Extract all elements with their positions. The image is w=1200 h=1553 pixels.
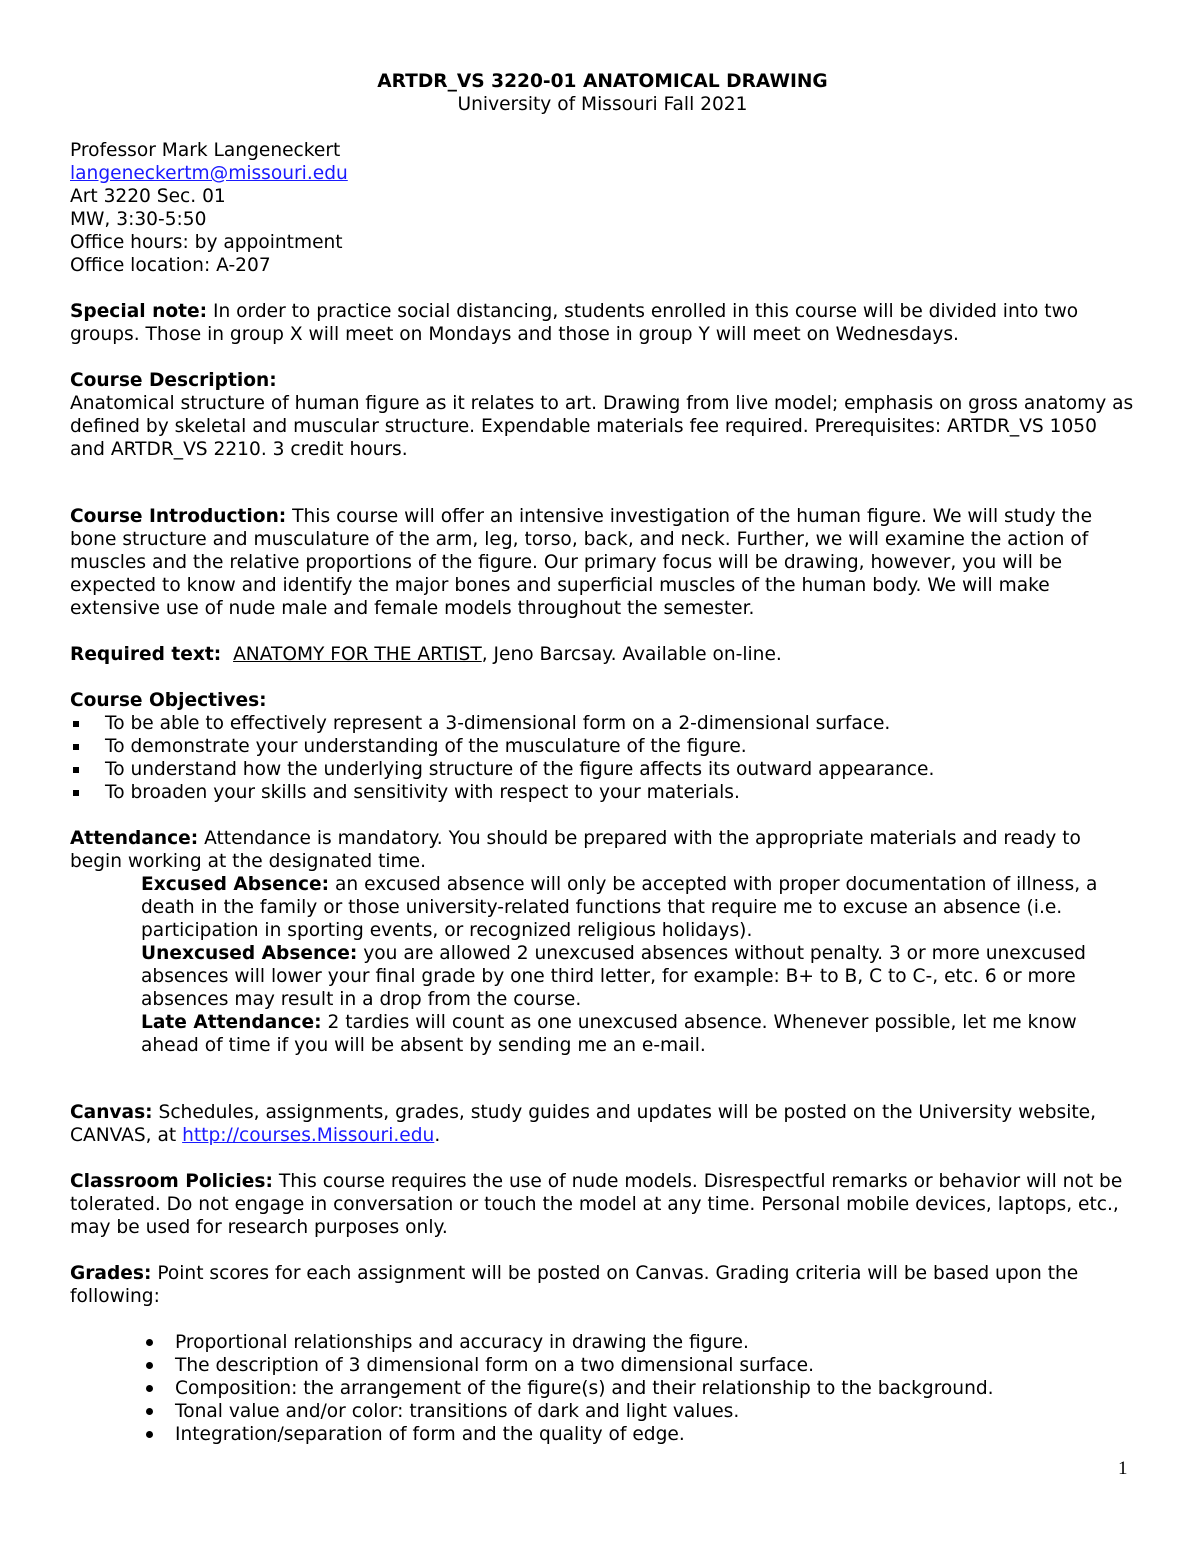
classroom-policies-text: This course requires the use of nude models. Disrespectful remarks or behavior will not be tolerated. Do not engage in conversation or touch the model at any time. Personal mobile devices, laptops, etc., may be used for research purposes only. — [70, 1171, 1123, 1238]
list-item: To understand how the underlying structure of the figure affects its outward appearance. — [70, 758, 1135, 781]
course-introduction-text: This course will offer an intensive investigation of the human figure. We will study the bone structure and musculature of the arm, leg, torso, back, and neck. Further, we will examine the action of muscles and the relative proportions of the figure. Our primary focus will be drawing, however, you will be expected to know and identify the major bones and superficial muscles of the human body. We will make extensive use of nude male and female models throughout the semester. — [70, 506, 1093, 619]
course-description-label: Course Description: — [70, 370, 277, 391]
course-introduction — [70, 505, 1135, 620]
required-book-title: ANATOMY FOR THE ARTIST — [233, 644, 482, 665]
canvas-link[interactable]: http://courses.Missouri.edu — [182, 1125, 435, 1146]
list-item: Proportional relationships and accuracy in drawing the figure. — [70, 1331, 1135, 1354]
classroom-policies — [70, 1170, 1135, 1239]
attendance-details — [70, 873, 1135, 1057]
special-note — [70, 300, 1135, 346]
course-description-text: Anatomical structure of human figure as it relates to art. Drawing from live model; emphasis on gross anatomy as defined by skeletal and muscular structure. Expendable materials fee required. Prerequisites: ARTDR_VS 1050 and ARTDR_VS 2210. 3 credit hours. — [70, 393, 1134, 460]
attendance-label: Attendance: — [70, 828, 199, 849]
grading-criteria-list — [70, 1331, 1135, 1446]
grades-text: Point scores for each assignment will be posted on Canvas. Grading criteria will be based upon the following: — [70, 1263, 1079, 1307]
attendance-text: Attendance is mandatory. You should be prepared with the appropriate materials and ready to begin working at the designated time. — [70, 828, 1081, 872]
required-text — [70, 643, 1135, 666]
attendance — [70, 827, 1135, 873]
course-introduction-label: Course Introduction: — [70, 506, 287, 527]
list-item: The description of 3 dimensional form on a two dimensional surface. — [70, 1354, 1135, 1377]
list-item: Composition: the arrangement of the figure(s) and their relationship to the background. — [70, 1377, 1135, 1400]
course-title: ARTDR_VS 3220-01 ANATOMICAL DRAWING — [377, 71, 828, 92]
list-item: Integration/separation of form and the quality of edge. — [70, 1423, 1135, 1446]
canvas-label: Canvas: — [70, 1102, 153, 1123]
grades — [70, 1262, 1135, 1308]
list-item: Tonal value and/or color: transitions of dark and light values. — [70, 1400, 1135, 1423]
list-item: To be able to effectively represent a 3-dimensional form on a 2-dimensional surface. — [70, 712, 1135, 735]
classroom-policies-label: Classroom Policies: — [70, 1171, 273, 1192]
special-note-label: Special note: — [70, 301, 208, 322]
course-subtitle: University of Missouri Fall 2021 — [457, 94, 748, 115]
list-item: To broaden your skills and sensitivity with respect to your materials. — [70, 781, 1135, 804]
excused-absence: Excused Absence: an excused absence will only be accepted with proper documentation of illness, a death in the family or those university-related functions that require me to excuse an absence (i.e. participation in sporting events, or recognized religious holidays). — [141, 874, 1098, 941]
course-objectives-list — [70, 712, 1135, 804]
syllabus-page — [70, 70, 1135, 1446]
canvas-text: Schedules, assignments, grades, study guides and updates will be posted on the University website, CANVAS, at — [70, 1102, 1097, 1146]
special-note-text: In order to practice social distancing, students enrolled in this course will be divided into two groups. Those in group X will meet on Mondays and those in group Y will meet on Wednesdays. — [70, 301, 1079, 345]
instructor-email-link[interactable]: langeneckertm@missouri.edu — [70, 163, 348, 184]
unexcused-absence: Unexcused Absence: you are allowed 2 unexcused absences without penalty. 3 or more unexcused absences will lower your final grade by one third letter, for example: B+ to B, C to C-, etc. 6 or more absences may result in a drop from the course. — [141, 943, 1086, 1010]
list-item: To demonstrate your understanding of the musculature of the figure. — [70, 735, 1135, 758]
instructor-name: Professor Mark Langeneckert — [70, 140, 341, 161]
course-objectives-label: Course Objectives: — [70, 690, 267, 711]
required-text-rest: , Jeno Barcsay. Available on-line. — [481, 644, 782, 665]
required-text-label: Required text: — [70, 644, 222, 665]
office-location: Office location: A-207 — [70, 255, 271, 276]
grades-label: Grades: — [70, 1263, 152, 1284]
office-hours: Office hours: by appointment — [70, 232, 343, 253]
course-schedule: MW, 3:30-5:50 — [70, 209, 207, 230]
page-number: 1 — [1118, 1458, 1128, 1479]
course-section: Art 3220 Sec. 01 — [70, 186, 226, 207]
late-attendance: Late Attendance: 2 tardies will count as one unexcused absence. Whenever possible, let me know ahead of time if you will be absent by sending me an e-mail. — [141, 1012, 1077, 1056]
canvas-info: Canvas: Schedules, assignments, grades, study guides and updates will be posted on the University website, CANVAS, at http://courses.Missouri.edu. — [70, 1102, 1097, 1146]
